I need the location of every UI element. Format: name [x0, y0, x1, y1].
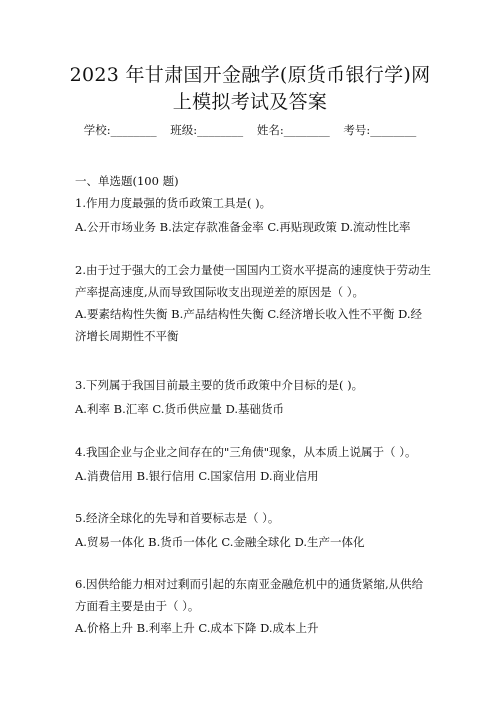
- section-heading: 一、单选题(100 题): [75, 174, 179, 188]
- student-info-row: [0, 122, 500, 138]
- question-1: [75, 192, 430, 238]
- question-options: A.贸易一体化 B.货币一体化 C.金融全球化 D.生产一体化: [75, 535, 365, 549]
- question-2: [75, 259, 430, 347]
- question-text: 5.经济全球化的先导和首要标志是（ ）。: [75, 511, 280, 525]
- question-text: 6.因供给能力相对过剩而引起的东南亚金融危机中的通货紧缩,从供给: [75, 577, 424, 591]
- exam-number-field: 考号:________: [343, 123, 417, 137]
- question-6: [75, 573, 430, 639]
- name-field: 姓名:________: [256, 123, 330, 137]
- question-options: A.要素结构性失衡 B.产品结构性失衡 C.经济增长收入性不平衡 D.经: [75, 307, 423, 321]
- question-5: [75, 507, 430, 553]
- question-text: 方面看主要是由于（ ）。: [75, 599, 200, 613]
- school-field: 学校:________: [83, 123, 157, 137]
- question-text: 4.我国企业与企业之间存在的"三角债"现象，从本质上说属于（ ）。: [75, 445, 417, 459]
- question-text: 1.作用力度最强的货币政策工具是( )。: [75, 196, 272, 210]
- question-text: 2.由于过于强大的工会力量使一国国内工资水平提高的速度快于劳动生: [75, 263, 431, 277]
- question-options: A.消费信用 B.银行信用 C.国家信用 D.商业信用: [75, 469, 319, 483]
- page-title-line-1: 2023 年甘肃国开金融学(原货币银行学)网: [69, 64, 431, 86]
- question-options: A.公开市场业务 B.法定存款准备金率 C.再贴现政策 D.流动性比率: [75, 220, 411, 234]
- question-options: A.利率 B.汇率 C.货币供应量 D.基础货币: [75, 402, 285, 416]
- question-options: A.价格上升 B.利率上升 C.成本下降 D.成本上升: [75, 621, 319, 635]
- question-3: [75, 374, 430, 420]
- class-field: 班级:________: [170, 123, 244, 137]
- page-title-line-2: 上模拟考试及答案: [172, 91, 328, 113]
- question-options: 济增长周期性不平衡: [75, 329, 179, 343]
- question-4: [75, 441, 430, 487]
- question-text: 产率提高速度,从而导致国际收支出现逆差的原因是（ ）。: [75, 285, 365, 299]
- question-text: 3.下列属于我国目前最主要的货币政策中介目标的是( )。: [75, 378, 364, 392]
